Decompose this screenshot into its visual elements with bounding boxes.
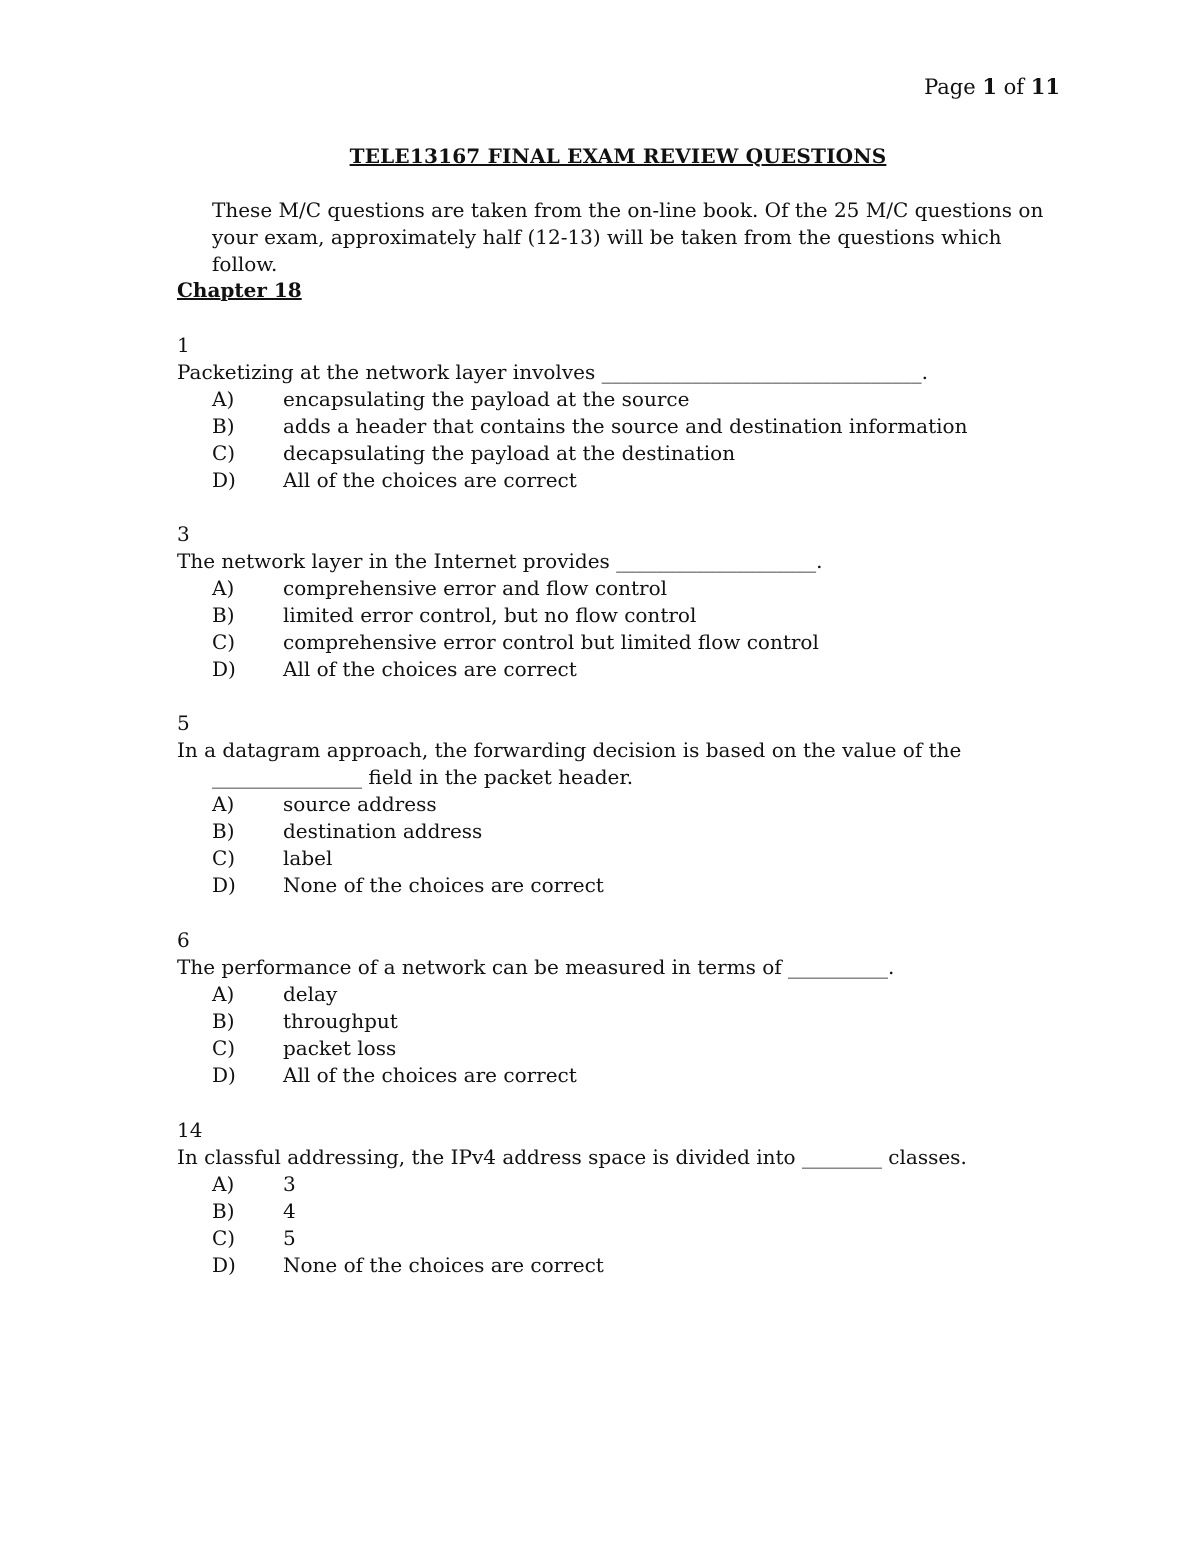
option-text: comprehensive error and flow control [283,576,668,600]
option-text: destination address [283,819,483,843]
option-c [212,845,1077,872]
question-number: 6 [177,928,190,952]
option-letter: A) [212,1172,235,1196]
question-1 [177,332,1077,494]
option-letter: A) [212,387,235,411]
option-letter: C) [212,846,236,870]
option-letter: B) [212,414,235,438]
question-6 [177,927,1077,1089]
option-letter: C) [212,441,236,465]
option-text: 4 [283,1199,296,1223]
option-letter: A) [212,576,235,600]
intro-paragraph: These M/C questions are taken from the on-line book. Of the 25 M/C questions on your exam, approximately half (12-13) will be taken from the questions which follow. [212,198,1044,276]
option-letter: D) [212,873,236,897]
document-title: TELE13167 FINAL EXAM REVIEW QUESTIONS [349,144,887,168]
option-d [212,467,1077,494]
page-number-prefix: Page [924,75,983,99]
option-b [212,818,1077,845]
option-text: throughput [283,1009,398,1033]
option-text: adds a header that contains the source and destination information [283,414,968,438]
option-letter: B) [212,1199,235,1223]
option-text: label [283,846,333,870]
question-number: 1 [177,333,190,357]
option-text: delay [283,982,338,1006]
option-c [212,440,1077,467]
option-text: None of the choices are correct [283,873,604,897]
option-text: limited error control, but no flow control [283,603,697,627]
option-b [212,1008,1077,1035]
question-5 [177,710,1077,899]
option-letter: B) [212,1009,235,1033]
question-14 [177,1117,1077,1279]
option-a [212,386,1077,413]
chapter-heading: Chapter 18 [177,278,302,302]
option-text: decapsulating the payload at the destination [283,441,736,465]
option-text: source address [283,792,437,816]
option-text: 5 [283,1226,296,1250]
question-text: Packetizing at the network layer involves ________________________________. [177,360,928,384]
option-b [212,1198,1077,1225]
question-number: 14 [177,1118,203,1142]
option-d [212,1252,1077,1279]
option-letter: A) [212,982,235,1006]
question-text: In classful addressing, the IPv4 address space is divided into ________ classes. [177,1145,967,1169]
option-text: All of the choices are correct [283,657,577,681]
page-number [924,73,1060,101]
option-a [212,981,1077,1008]
option-text: packet loss [283,1036,397,1060]
question-3 [177,521,1077,683]
page-number-total: 11 [1030,74,1060,99]
option-letter: D) [212,657,236,681]
option-a [212,575,1077,602]
option-letter: D) [212,1063,236,1087]
option-b [212,413,1077,440]
option-letter: A) [212,792,235,816]
option-d [212,656,1077,683]
option-letter: C) [212,630,236,654]
question-text: The performance of a network can be measured in terms of __________. [177,955,895,979]
option-c [212,1035,1077,1062]
option-a [212,791,1077,818]
question-number: 3 [177,522,190,546]
question-text: The network layer in the Internet provides ____________________. [177,549,823,573]
option-text: All of the choices are correct [283,468,577,492]
option-c [212,1225,1077,1252]
option-letter: C) [212,1226,236,1250]
option-c [212,629,1077,656]
option-text: encapsulating the payload at the source [283,387,690,411]
option-letter: D) [212,1253,236,1277]
option-a [212,1171,1077,1198]
option-text: All of the choices are correct [283,1063,577,1087]
option-letter: B) [212,819,235,843]
option-b [212,602,1077,629]
option-letter: B) [212,603,235,627]
option-text: 3 [283,1172,296,1196]
option-d [212,872,1077,899]
page-number-current: 1 [982,74,997,99]
option-text: None of the choices are correct [283,1253,604,1277]
option-letter: C) [212,1036,236,1060]
question-number: 5 [177,711,190,735]
option-text: comprehensive error control but limited flow control [283,630,819,654]
question-text: In a datagram approach, the forwarding decision is based on the value of the _______________ field in the packet header. [177,738,962,789]
page-number-of: of [996,75,1031,99]
option-d [212,1062,1077,1089]
option-letter: D) [212,468,236,492]
